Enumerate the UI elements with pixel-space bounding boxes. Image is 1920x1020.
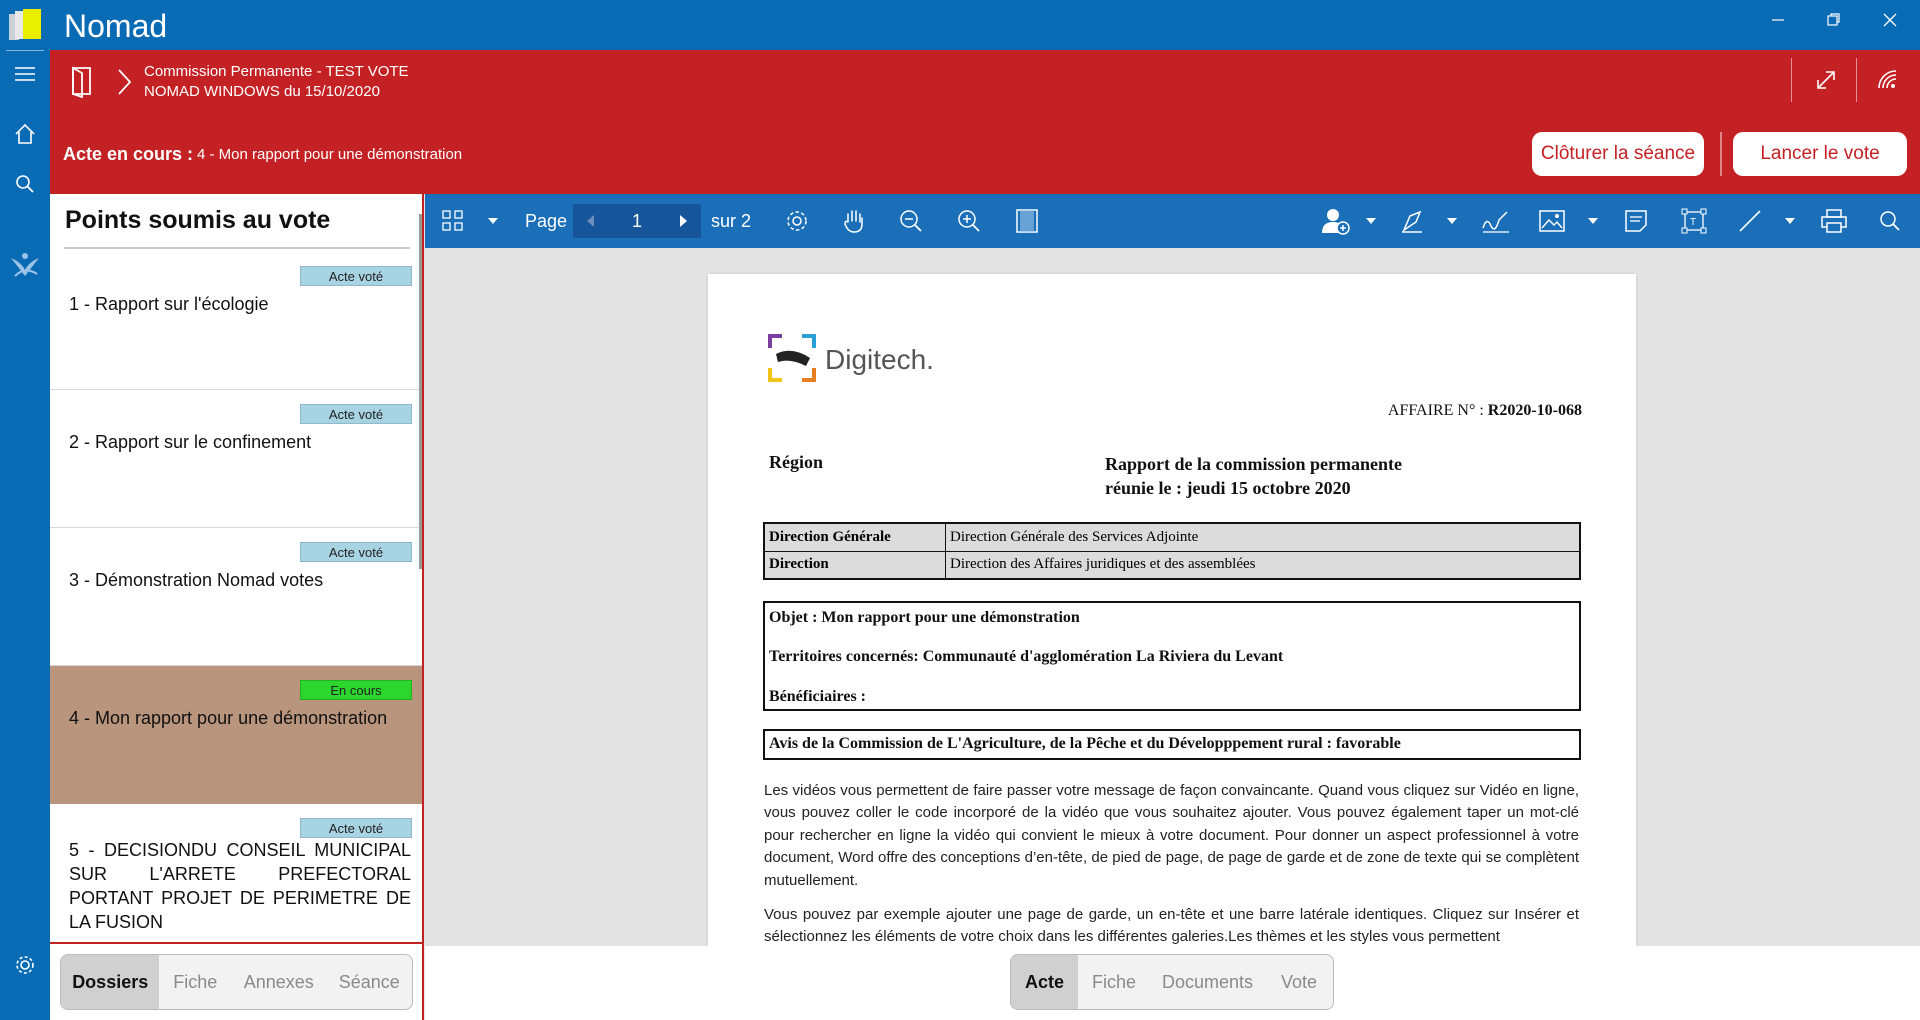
hamburger-menu-icon[interactable] [0,54,50,94]
status-badge: Acte voté [300,542,412,562]
settings-gear-icon[interactable] [780,194,814,248]
left-panel-tabs [60,954,413,1010]
table-cell: Direction Générale [764,523,946,551]
vote-item[interactable] [50,528,422,666]
chevron-down-icon[interactable] [1782,194,1798,248]
body-paragraph: Les vidéos vous permettent de faire passer votre message de façon convaincante. Quand vous cliquez sur Vidéo en ligne, vous pouvez coller le code incorporé de la vidéo que vous souhaitez ajouter. Vous pouvez également taper un mot-clé pour rechercher en ligne la vidéo qui convient le mieux à votre document. Pour donner un aspect professionnel à votre document, Word offre des conceptions d’en-tête, de pied de page, de page de garde et de zone de texte qui se complètent mutuellement. [764,782,1579,889]
wireless-sync-icon[interactable] [1868,60,1908,100]
home-icon[interactable] [0,114,50,154]
close-window-button[interactable] [1860,0,1920,40]
objet-text: Objet : Mon rapport pour une démonstration [769,609,1080,626]
chevron-down-icon[interactable] [1585,194,1601,248]
status-badge: En cours [300,680,412,700]
app-logo-icon [7,8,43,44]
tab-vote[interactable]: Vote [1280,971,1318,992]
current-act-label: Acte en cours : [63,144,194,164]
table-cell: Direction Générale des Services Adjointe [946,523,1581,551]
header-divider [1791,58,1792,102]
search-icon[interactable] [0,164,50,204]
vote-item[interactable] [50,390,422,528]
chevron-down-icon[interactable] [1444,194,1460,248]
digitech-logo-icon [766,332,818,384]
tab-fiche[interactable]: Fiche [1091,971,1136,992]
image-icon[interactable] [1534,194,1570,248]
expand-icon[interactable] [1806,60,1846,100]
vote-item-title: 1 - Rapport sur l'écologie [69,294,269,314]
table-row [764,551,1580,579]
body-paragraph: Vous pouvez par exemple ajouter une page de garde, un en-tête et une barre latérale identiques. Cliquez sur Insérer et sélectionnez les éléments de votre choix dans les différentes galeries.Les thèmes et les styles vous permettent [764,906,1579,946]
avis-box [763,729,1581,760]
add-signer-icon[interactable] [1318,194,1354,248]
table-row [764,523,1580,551]
page-total: sur 2 [711,211,752,231]
objet-box [763,601,1581,711]
folder-book-icon[interactable] [68,64,98,98]
table-cell: Direction [764,551,946,579]
chevron-down-icon[interactable] [484,194,502,248]
text-box-icon[interactable] [1676,194,1712,248]
tab-documents[interactable]: Documents [1161,971,1254,992]
action-divider [1720,132,1722,176]
affaire-label: AFFAIRE N° : [1387,402,1484,419]
start-vote-button[interactable]: Lancer le vote [1733,132,1907,176]
digitech-logo-text: Digitech. [825,344,934,375]
header-divider [1856,58,1857,102]
current-act-value: 4 - Mon rapport pour une démonstration [197,146,463,163]
print-icon[interactable] [1816,194,1852,248]
previous-page-button[interactable] [573,204,607,238]
svg-text:T: T [1690,217,1697,228]
viewer-tabs [1010,954,1334,1010]
vote-item[interactable] [50,252,422,390]
tab-annexes[interactable]: Annexes [243,971,314,992]
search-icon[interactable] [1872,194,1908,248]
vote-item[interactable] [50,804,422,944]
report-title [1105,452,1402,500]
signature-icon[interactable] [1478,194,1514,248]
panel-title-divider [64,247,410,249]
rail-divider [6,50,44,51]
panel-title: Points soumis au vote [65,206,331,234]
line-tool-icon[interactable] [1732,194,1768,248]
status-badge: Acte voté [300,404,412,424]
tab-fiche[interactable]: Fiche [173,971,218,992]
panel-scrollbar[interactable] [419,214,422,569]
avis-text: Avis de la Commission de L'Agriculture, de la Pêche et du Développpement rural : favorable [769,735,1401,752]
highlighter-pen-icon[interactable] [1395,194,1431,248]
zoom-out-icon[interactable] [894,194,928,248]
vote-item-title: 4 - Mon rapport pour une démonstration [69,708,388,728]
affaire-number-line [1388,402,1582,420]
settings-gear-icon[interactable] [0,945,50,985]
fit-page-icon[interactable] [1010,194,1044,248]
restore-button[interactable] [1804,0,1864,40]
page-number-input[interactable] [607,204,667,238]
title-bar [0,0,1920,50]
note-annotation-icon[interactable] [1618,194,1654,248]
app-title: Nomad [64,8,168,44]
thumbnails-grid-icon[interactable] [437,194,469,248]
tab-seance[interactable]: Séance [338,971,400,992]
pan-hand-icon[interactable] [837,194,871,248]
minimize-button[interactable] [1748,0,1808,40]
beneficiaires-text: Bénéficiaires : [769,688,867,705]
zoom-in-icon[interactable] [952,194,986,248]
territoires-text: Territoires concernés: Communauté d'agglomération La Riviera du Levant [769,648,1284,665]
report-title-line: Rapport de la commission permanente [1105,454,1402,474]
direction-table [763,522,1581,580]
breadcrumb-session-title: Commission Permanente - TEST VOTE [144,63,409,80]
vote-item-title: 2 - Rapport sur le confinement [69,432,312,452]
vote-item-selected[interactable] [50,666,422,804]
region-label: Région [769,452,823,472]
vote-item-title: 5 - DECISIONDU CONSEIL MUNICIPAL SUR L'ARRETE PREFECTORAL PORTANT PROJET DE PERIMETRE DE LA FUSION [69,840,411,932]
organization-logo-icon[interactable] [0,244,50,284]
vote-item-title: 3 - Démonstration Nomad votes [69,570,324,590]
chevron-down-icon[interactable] [1363,194,1379,248]
breadcrumb-session-date: NOMAD WINDOWS du 15/10/2020 [144,83,380,100]
close-session-button[interactable]: Clôturer la séance [1532,132,1704,176]
status-badge: Acte voté [300,266,412,286]
affaire-number: R2020-10-068 [1487,402,1582,419]
table-cell: Direction des Affaires juridiques et des assemblées [946,551,1581,579]
report-title-line: réunie le : jeudi 15 octobre 2020 [1105,478,1351,498]
document-page [708,274,1636,946]
page-label: Page [525,211,568,231]
chevron-right-icon [116,68,132,96]
status-badge: Acte voté [300,818,412,838]
tab-acte[interactable]: Acte [1011,955,1078,1009]
next-page-button[interactable] [667,204,701,238]
tab-dossiers[interactable]: Dossiers [61,955,159,1009]
